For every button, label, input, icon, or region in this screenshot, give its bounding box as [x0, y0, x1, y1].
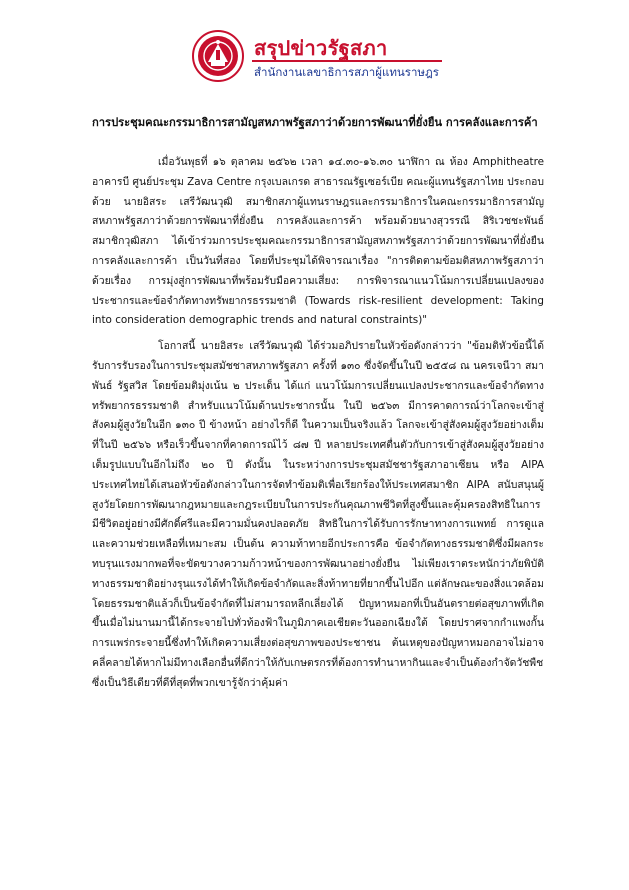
document-title: การประชุมคณะกรรมาธิการสามัญสหภาพรัฐสภาว่าด้วยการพัฒนาที่ยั่งยืน การคลังและการค้า [92, 116, 538, 129]
brand-title: สรุปข่าวรัฐสภา [254, 36, 388, 60]
brand-subtitle: สำนักงานเลขาธิการสภาผู้แทนราษฎร [254, 65, 439, 79]
parliament-seal-icon [192, 30, 244, 82]
brand-divider [252, 60, 442, 62]
paragraph [92, 153, 544, 331]
paragraph-text: โอกาสนี้ นายอิสระ เสรีวัฒนวุฒิ ได้ร่วมอภิปรายในหัวข้อดังกล่าวว่า "ข้อมติหัวข้อนี้ได้รับการรับรองในการประชุมสมัชชาสหภาพรัฐสภา ครั้งที่ ๑๓๐ ซึ่งจัดขึ้นในปี ๒๕๕๘ ณ นครเจนีวา สมาพันธ์ รัฐสวิส โดยข้อมติมุ่งเน้น ๒ ประเด็น ได้แก่ แนวโน้มการเปลี่ยนแปลงประชากรและข้อจำกัดทางทรัพยากรธรรมชาติ สำหรับแนวโน้มด้านประชากรนั้น ในปี ๒๕๖๓ มีการคาดการณ์ว่าโลกจะเข้าสู่สังคมผู้สูงวัยในอีก ๑๓๐ ปี ข้างหน้า อย่างไรก็ดี ในความเป็นจริงแล้ว โลกจะเข้าสู่สังคมผู้สูงวัยอย่างเต็มที่ในปี ๒๕๖๖ หรือเร็วขึ้นจากที่คาดการณ์ไว้ ๘๗ ปี หลายประเทศตื่นตัวกับการเข้าสู่สังคมผู้สูงวัยอย่างเต็มรูปแบบในอีกไม่ถึง ๒๐ ปี ดังนั้น ในระหว่างการประชุมสมัชชารัฐสภาอาเซียน หรือ AIPA ประเทศไทยได้เสนอหัวข้อดังกล่าวในการจัดทำข้อมติเพื่อเรียกร้องให้ประเทศสมาชิก AIPA สนับสนุนผู้สูงวัยโดยการพัฒนากฎหมายและกฎระเบียบในการประกันคุณภาพชีวิตที่สูงขึ้นและคุ้มครองสิทธิในการมีชีวิตอยู่อย่างมีศักดิ์ศรีและมีความมั่นคงปลอดภัย สิทธิในการได้รับการรักษาทางการแพทย์ การดูแลและความช่วยเหลือที่เหมาะสม เป็นต้น ความท้าทายอีกประการคือ ข้อจำกัดทางธรรมชาติซึ่งมีผลกระทบรุนแรงมากพอที่จะขัดขวางความก้าวหน้าของการพัฒนาอย่างยั่งยืน ไม่เพียงเราตระหนักว่าภัยพิบัติทางธรรมชาติอย่างรุนแรงได้ทำให้เกิดข้อจำกัดและสิ่งท้าทายที่ยากขึ้นไปอีก แต่ลักษณะของสิ่งแวดล้อมโดยธรรมชาติแล้วก็เป็นข้อจำกัดที่ไม่สามารถหลีกเลี่ยงได้ ปัญหาหมอกที่เป็นอันตรายต่อสุขภาพที่เกิดขึ้นเมื่อไม่นานมานี้ได้กระจายไปทั่วท้องฟ้าในภูมิภาคเอเชียตะวันออกเฉียงใต้ โดยปราศจากกำแพงกั้นการแพร่กระจายนี้ซึ่งทำให้เกิดความเสี่ยงต่อสุขภาพของประชาชน ต้นเหตุของปัญหาหมอกอาจไม่อาจคลี่คลายได้หากไม่มีทางเลือกอื่นที่ดีกว่าให้กับเกษตรกรที่ต้องการทำนาหากินและจำเป็นต้องกำจัดวัชพืช ซึ่งเป็นวิธีเดียวที่ดีที่สุดที่พวกเขารู้จักว่าคุ้มค่า [92, 340, 544, 689]
paragraph-text: เมื่อวันพุธที่ ๑๖ ตุลาคม ๒๕๖๒ เวลา ๑๔.๓๐-๑๖.๓๐ นาฬิกา ณ ห้อง Amphitheatre อาคารบี ศูนย์ประชุม Zava Centre กรุงเบลเกรด สาธารณรัฐเซอร์เบีย คณะผู้แทนรัฐสภาไทย ประกอบด้วย นายอิสระ เสรีวัฒนวุฒิ สมาชิกสภาผู้แทนราษฎรและกรรมาธิการในคณะกรรมาธิการสามัญสหภาพรัฐสภาว่าด้วยการพัฒนาที่ยั่งยืน การคลังและการค้า พร้อมด้วยนางสุวรรณี สิริเวชชะพันธ์ สมาชิกวุฒิสภา ได้เข้าร่วมการประชุมคณะกรรมาธิการสามัญสหภาพรัฐสภาว่าด้วยการพัฒนาที่ยั่งยืน การคลังและการค้า เป็นวันที่สอง โดยที่ประชุมได้พิจารณาเรื่อง "การติดตามข้อมติสหภาพรัฐสภาว่าด้วยเรื่อง การมุ่งสู่การพัฒนาที่พร้อมรับมือความเสี่ยง: การพิจารณาแนวโน้มการเปลี่ยนแปลงของประชากรและข้อจำกัดทางทรัพยากรธรรมชาติ (Towards risk-resilient development: Taking into consideration demographic trends and natural constraints)" [92, 156, 544, 327]
document-body [92, 153, 544, 694]
document-header [192, 30, 452, 86]
paragraph [92, 337, 544, 693]
